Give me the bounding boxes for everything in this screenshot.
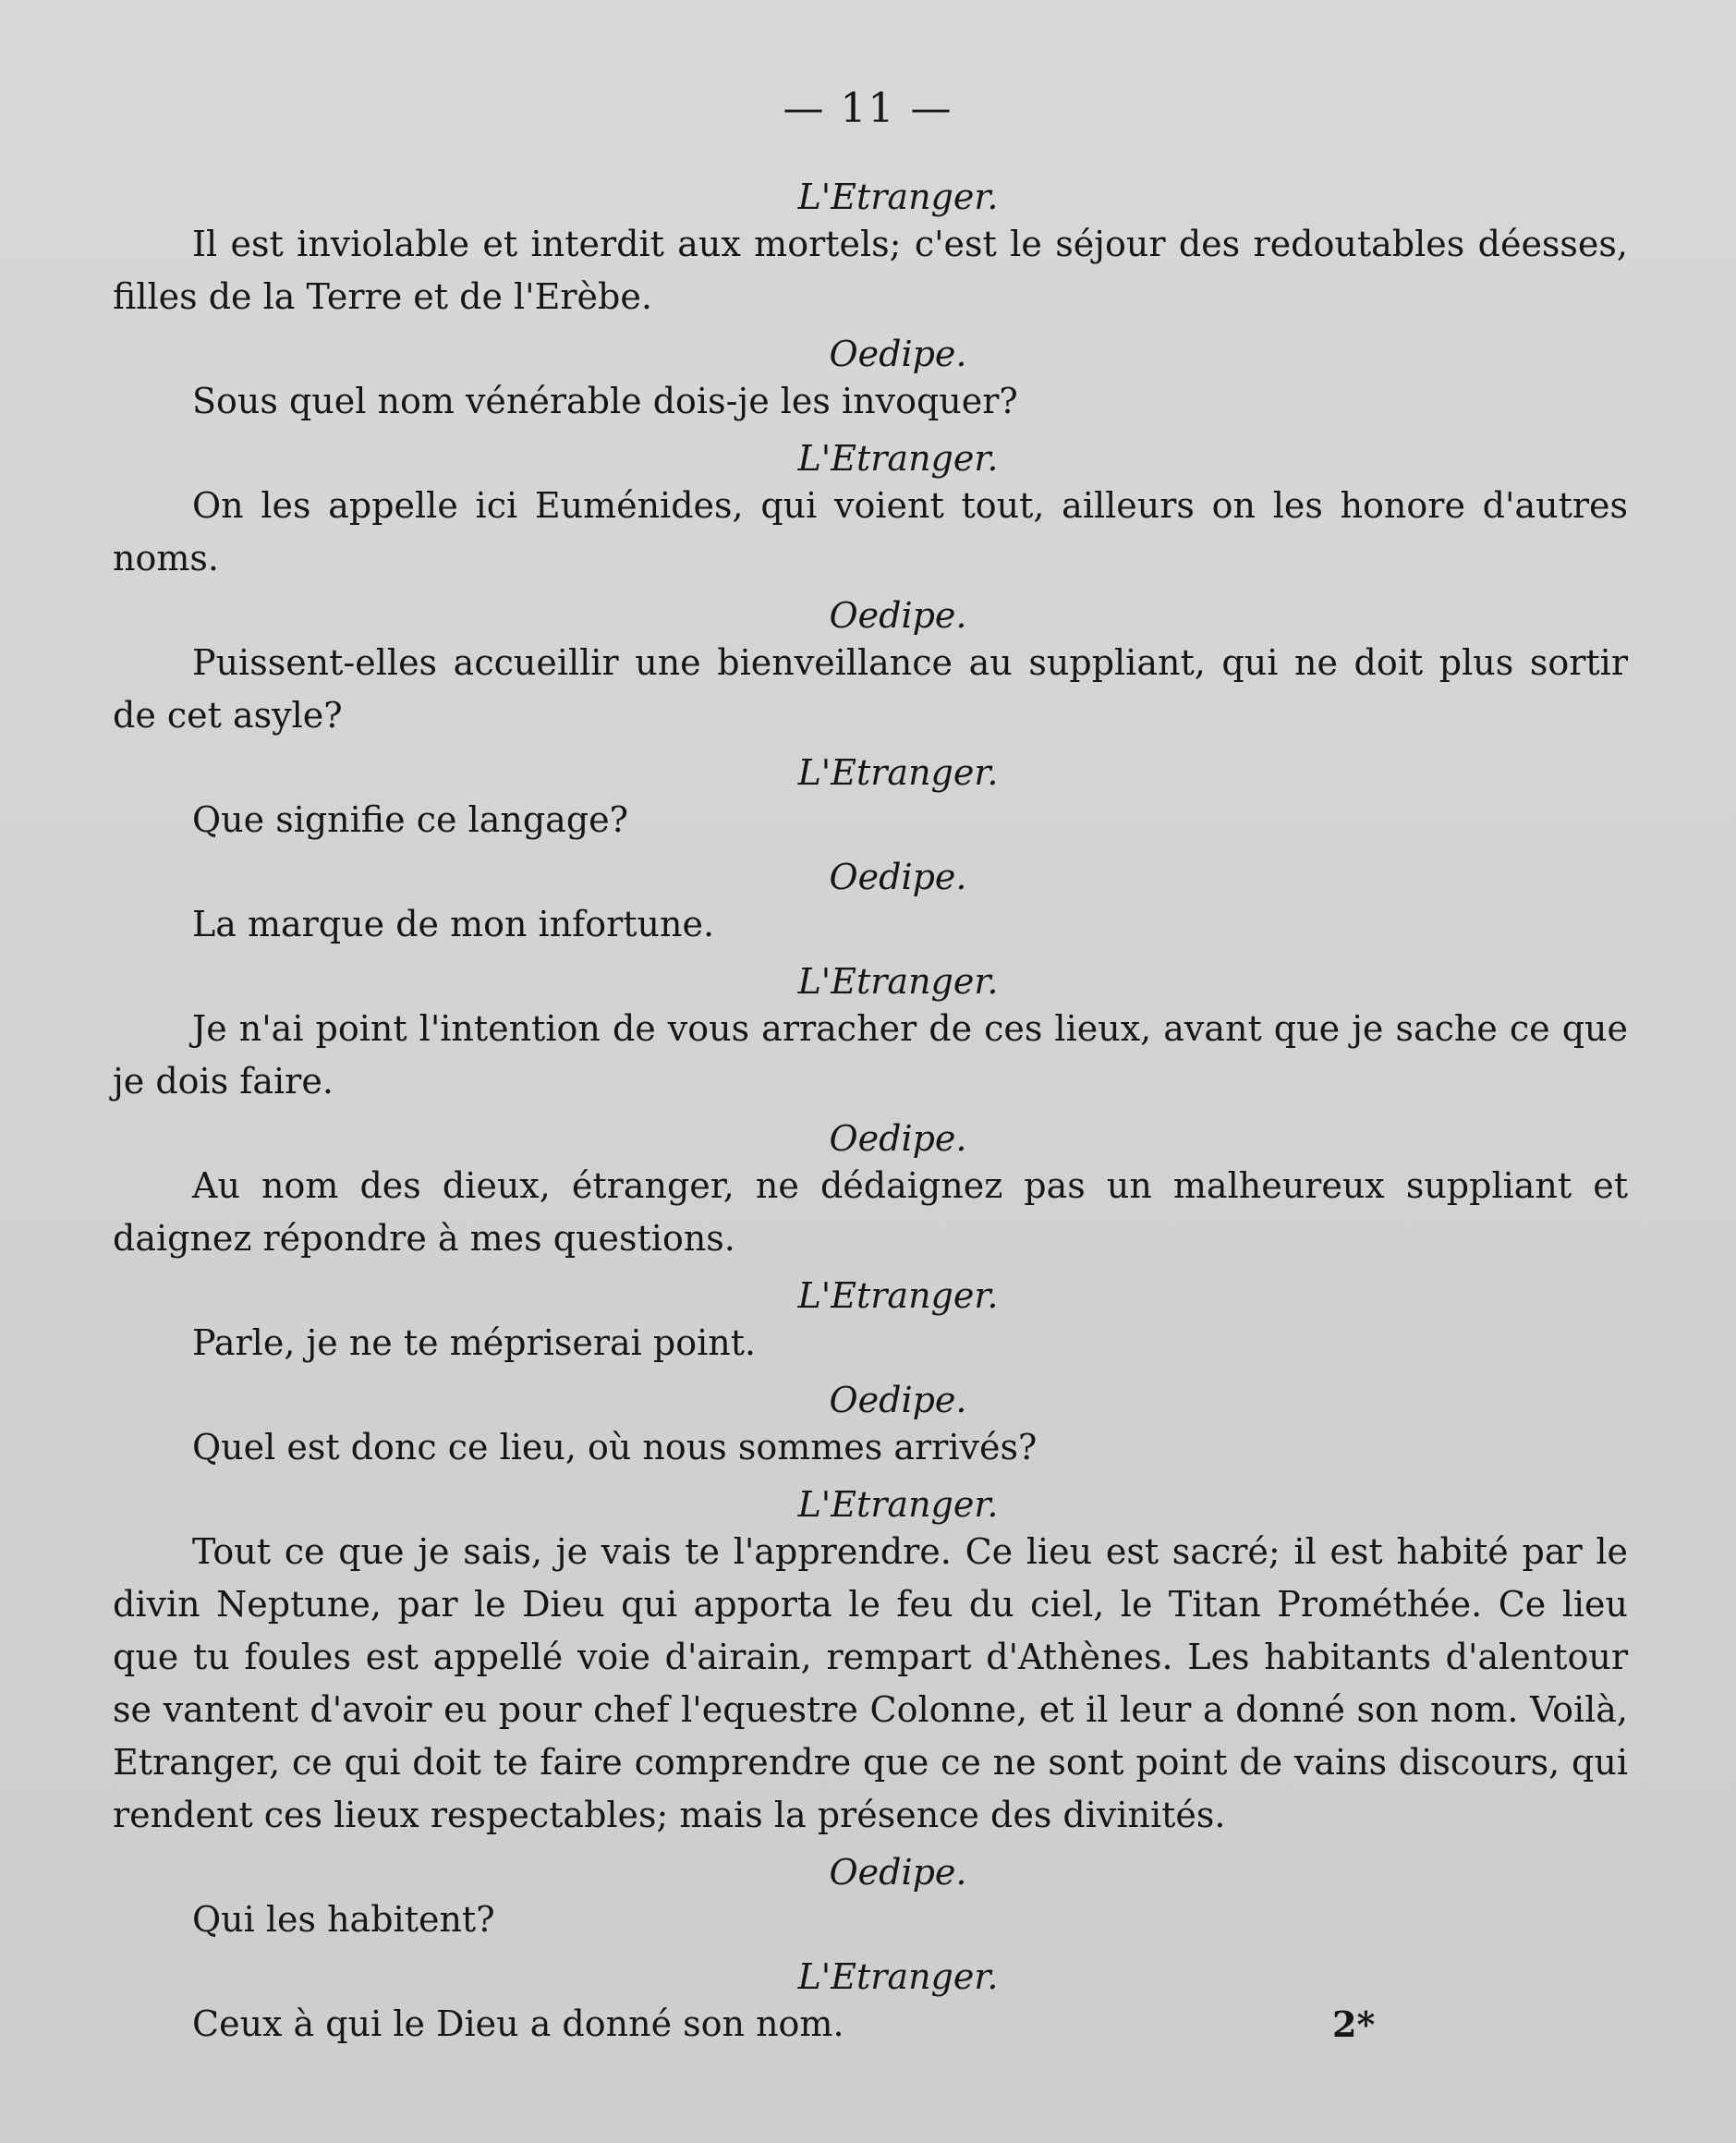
dialogue-block — [113, 1851, 1628, 1946]
dialogue-block — [113, 856, 1628, 951]
speech-text: Qui les habitent? — [192, 1899, 495, 1940]
speaker-name: L'Etranger. — [797, 961, 999, 1002]
dialogue-block — [113, 1117, 1628, 1265]
speaker-name: L'Etranger. — [797, 177, 999, 217]
speaker-name: Oedipe. — [829, 1118, 967, 1159]
speaker-name: Oedipe. — [829, 1380, 967, 1420]
speech-text: Il est inviolable et interdit aux mortels; c'est le séjour des redoutables déesses, filles de la Terre et de l'Erèbe. — [113, 224, 1628, 317]
speech-text: Puissent-elles accueillir une bienveillance au suppliant, qui ne doit plus sortir de cet asyle? — [113, 642, 1628, 736]
speech-text: Ceux à qui le Dieu a donné son nom. — [192, 2003, 844, 2044]
signature-mark: 2* — [1332, 2003, 1376, 2045]
speaker-name: L'Etranger. — [797, 1484, 999, 1525]
speaker-name: Oedipe. — [829, 857, 967, 897]
speaker-name: Oedipe. — [829, 595, 967, 636]
speech-text: Tout ce que je sais, je vais te l'apprendre. Ce lieu est sacré; il est habité par le divin Neptune, par le Dieu qui apporta le feu du ciel, le Titan Prométhée. Ce lieu que tu foules est appellé voie d'airain, rempart d'Athènes. Les habitants d'alentour se vantent d'avoir eu pour chef l'equestre Colonne, et il leur a donné son nom. Voilà, Etranger, ce qui doit te faire comprendre que ce ne sont point de vains discours, qui rendent ces lieux respectables; mais la présence des divinités. — [113, 1531, 1628, 1835]
dialogue-block — [113, 333, 1628, 428]
speech-text: Sous quel nom vénérable dois-je les invoquer? — [192, 381, 1018, 421]
speaker-name: L'Etranger. — [797, 1275, 999, 1316]
page-number: — 11 — — [783, 85, 953, 132]
speech-text: Je n'ai point l'intention de vous arracher de ces lieux, avant que je sache ce que je dois faire. — [113, 1008, 1628, 1102]
speech-text: On les appelle ici Euménides, qui voient tout, ailleurs on les honore d'autres noms. — [113, 485, 1628, 578]
speech-text: Que signifie ce langage? — [192, 799, 629, 840]
dialogue-block — [113, 960, 1628, 1108]
speaker-name: Oedipe. — [829, 1852, 967, 1893]
speaker-name: Oedipe. — [829, 334, 967, 374]
speaker-name: L'Etranger. — [797, 752, 999, 793]
dialogue-block — [113, 1955, 1628, 2051]
speech-text: Au nom des dieux, étranger, ne dédaignez pas un malheureux suppliant et daignez répondre à mes questions. — [113, 1165, 1628, 1259]
dialogue-block — [113, 176, 1628, 323]
speech-text: Parle, je ne te mépriserai point. — [192, 1322, 757, 1363]
dialogue-block — [113, 437, 1628, 585]
speaker-name: L'Etranger. — [797, 1956, 999, 1997]
dialogue-block — [113, 1483, 1628, 1842]
dialogue-block — [113, 594, 1628, 742]
dialogue-block — [113, 1379, 1628, 1474]
speech-text: Quel est donc ce lieu, où nous sommes arrivés? — [192, 1427, 1038, 1467]
speech-text: La marque de mon infortune. — [192, 904, 715, 944]
dialogue-block — [113, 751, 1628, 846]
dialogue-text — [113, 176, 1628, 2060]
dialogue-block — [113, 1274, 1628, 1370]
speaker-name: L'Etranger. — [797, 438, 999, 479]
